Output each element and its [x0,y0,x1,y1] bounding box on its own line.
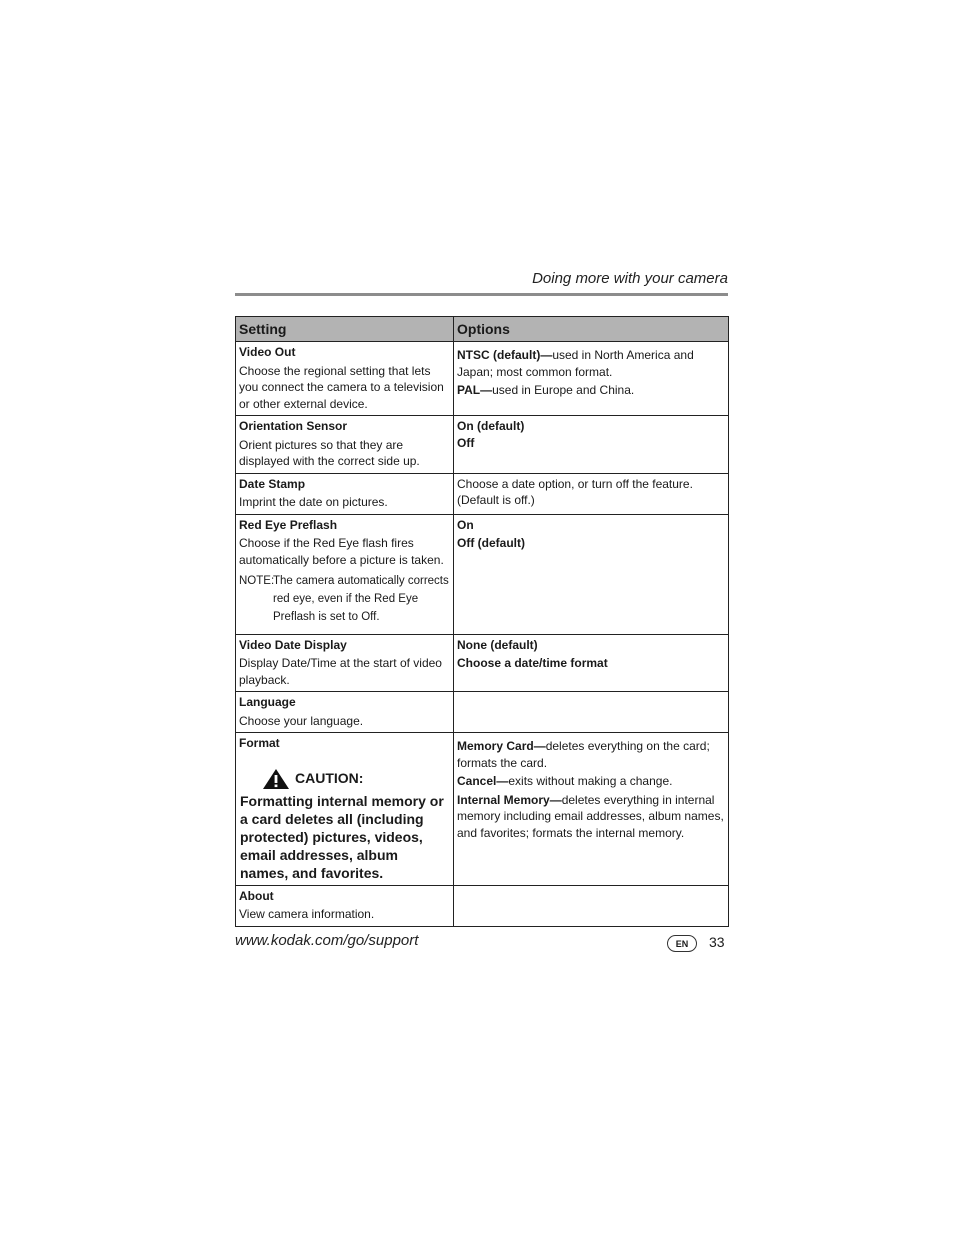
option-label: Internal Memory— [457,792,562,807]
table-header-row [236,317,729,342]
note-text: The camera automatically corrects red eye, even if the Red Eye Preflash is set to Off. [273,575,449,623]
column-header-options: Options [454,317,729,342]
option-line: Choose a date option, or turn off the feature. (Default is off.) [457,476,693,507]
setting-cell [236,514,454,634]
option-text: deletes everything in internal memory including email addresses, album names, and favorites; formats the internal memory. [457,792,724,840]
table-row [236,514,729,634]
option-label: Cancel— [457,774,509,788]
setting-description: Choose if the Red Eye flash fires automatically before a picture is taken. [239,536,444,567]
table-row [236,473,729,514]
caution-heading [240,768,450,790]
option-line [457,347,725,380]
option-line [457,792,725,842]
note [239,572,450,626]
options-cell [454,514,729,634]
table-row [236,342,729,416]
setting-description: View camera information. [239,907,375,921]
option-line: Off [457,435,475,450]
option-line: None (default) [457,637,538,652]
option-text: used in Europe and China. [492,383,635,397]
caution-text: Formatting internal memory or a card deletes all (including protected) pictures, videos, email addresses, album names, and favorites. [240,792,444,881]
caution-title: CAUTION: [295,770,364,787]
option-line: Off (default) [457,536,525,550]
setting-name: Video Date Display [239,637,347,652]
warning-icon [262,768,290,790]
setting-description: Choose your language. [239,713,364,728]
option-label: NTSC (default)— [457,348,553,362]
options-cell [454,733,729,886]
table-row [236,416,729,474]
header-rule [235,293,728,296]
setting-description: Display Date/Time at the start of video playback. [239,656,442,687]
settings-table [235,316,729,927]
setting-name: About [239,888,274,903]
setting-name: Video Out [239,345,296,359]
setting-name: Date Stamp [239,476,306,491]
options-cell [454,634,729,692]
language-badge: EN [667,935,697,952]
setting-cell [236,692,454,733]
options-cell [454,342,729,416]
option-line: Choose a date/time format [457,656,608,670]
table-row [236,634,729,692]
table-row [236,885,729,926]
setting-description: Orient pictures so that they are displayed with the correct side up. [239,437,420,468]
setting-cell [236,416,454,474]
setting-cell [236,733,454,886]
column-header-setting: Setting [236,317,454,342]
option-text: deletes everything on the card; formats the card. [457,739,710,770]
setting-cell [236,634,454,692]
table-row [236,733,729,886]
setting-name: Orientation Sensor [239,419,348,433]
option-line: On [457,517,474,532]
option-text: used in North America and Japan; most common format. [457,348,694,379]
options-cell [454,692,729,733]
option-line [457,738,725,771]
setting-cell [236,473,454,514]
footer-url: www.kodak.com/go/support [235,932,419,949]
footer-page-info [667,932,725,952]
options-cell [454,473,729,514]
setting-name: Language [239,695,296,709]
option-line [457,773,725,790]
option-label: Memory Card— [457,739,546,753]
option-label: PAL— [457,383,493,397]
setting-name: Red Eye Preflash [239,517,338,532]
setting-name: Format [239,736,280,750]
running-header-title: Doing more with your camera [532,270,728,287]
option-text: exits without making a change. [508,774,673,788]
option-line: On (default) [457,419,525,433]
note-label: NOTE: [239,575,275,587]
setting-cell [236,342,454,416]
option-line [457,382,725,399]
setting-cell [236,885,454,926]
page-number: 33 [709,934,725,950]
caution-block [239,768,450,882]
setting-description: Imprint the date on pictures. [239,495,388,509]
options-cell [454,885,729,926]
setting-description: Choose the regional setting that lets you connect the camera to a television or other external device. [239,363,444,411]
table-row [236,692,729,733]
options-cell [454,416,729,474]
